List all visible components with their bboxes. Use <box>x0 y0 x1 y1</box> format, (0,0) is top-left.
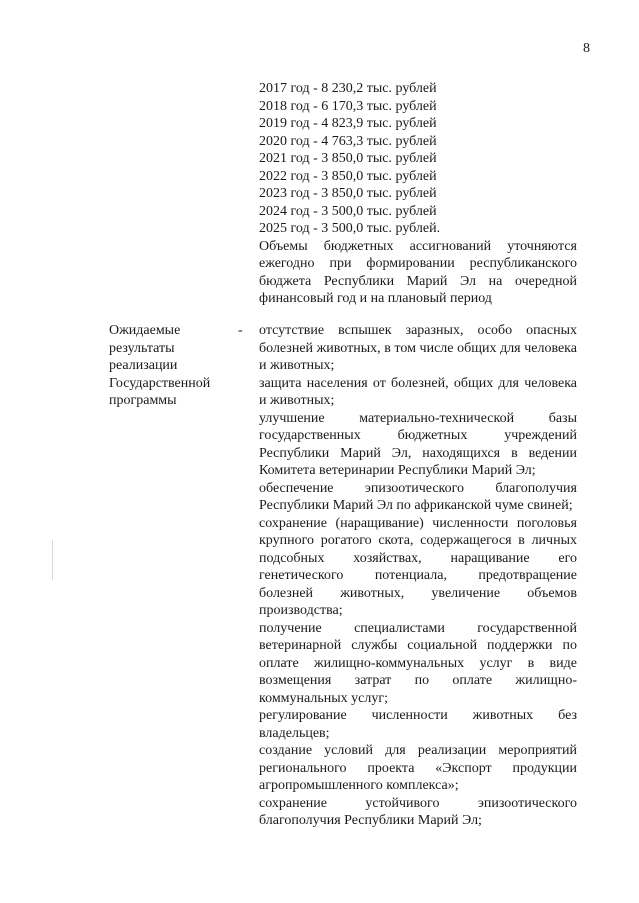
result-item: регулирование численности животных без владельцев; <box>259 708 577 741</box>
result-item: сохранение (наращивание) численности поголовья крупного рогатого скота, содержащегося в личных подсобных хозяйствах, наращивание его генетического потенциала, предотвращение болезней животных, увеличение объемов производства; <box>259 515 577 618</box>
result-item: создание условий для реализации мероприятий регионального проекта «Экспорт продукции агропромышленного комплекса»; <box>259 743 577 793</box>
funding-section <box>259 80 577 308</box>
funding-year-2020: 2020 год - 4 763,3 тыс. рублей <box>259 133 437 149</box>
funding-year-2023: 2023 год - 3 850,0 тыс. рублей <box>259 186 437 201</box>
result-item: сохранение устойчивого эпизоотического благополучия Республики Марий Эл; <box>259 795 577 828</box>
scan-margin-mark <box>52 540 53 580</box>
funding-year-2019: 2019 год - 4 823,9 тыс. рублей <box>259 116 437 131</box>
result-item: отсутствие вспышек заразных, особо опасных болезней животных, в том числе общих для человека и животных; <box>259 323 577 373</box>
funding-year-2022: 2022 год - 3 850,0 тыс. рублей <box>259 168 437 184</box>
funding-year-2021: 2021 год - 3 850,0 тыс. рублей <box>259 151 437 166</box>
funding-year-2024: 2024 год - 3 500,0 тыс. рублей <box>259 203 437 219</box>
funding-year-2017: 2017 год - 8 230,2 тыс. рублей <box>259 81 437 96</box>
result-item: улучшение материально-технической базы государственных бюджетных учреждений Республики Марий Эл, находящихся в ведении Комитета ветеринарии Республики Марий Эл; <box>259 410 577 478</box>
page-number: 8 <box>583 41 590 56</box>
funding-note: Объемы бюджетных ассигнований уточняются ежегодно при формировании республиканского бюджета Республики Марий Эл на очередной финансовый год и на плановый период <box>259 238 577 306</box>
expected-results-label: Ожидаемые результаты реализации Государственной программы <box>109 323 211 408</box>
funding-year-2018: 2018 год - 6 170,3 тыс. рублей <box>259 98 437 114</box>
result-item: защита населения от болезней, общих для человека и животных; <box>259 375 577 408</box>
expected-results-list <box>259 322 577 830</box>
result-item: обеспечение эпизоотического благополучия Республики Марий Эл по африканской чуме свиней; <box>259 480 577 513</box>
result-item: получение специалистами государственной ветеринарной службы социальной поддержки по оплате жилищно-коммунальных услуг в виде возмещения затрат по оплате жилищно-коммунальных услуг; <box>259 620 577 706</box>
label-dash: - <box>238 323 243 338</box>
funding-year-2025: 2025 год - 3 500,0 тыс. рублей. <box>259 221 441 236</box>
